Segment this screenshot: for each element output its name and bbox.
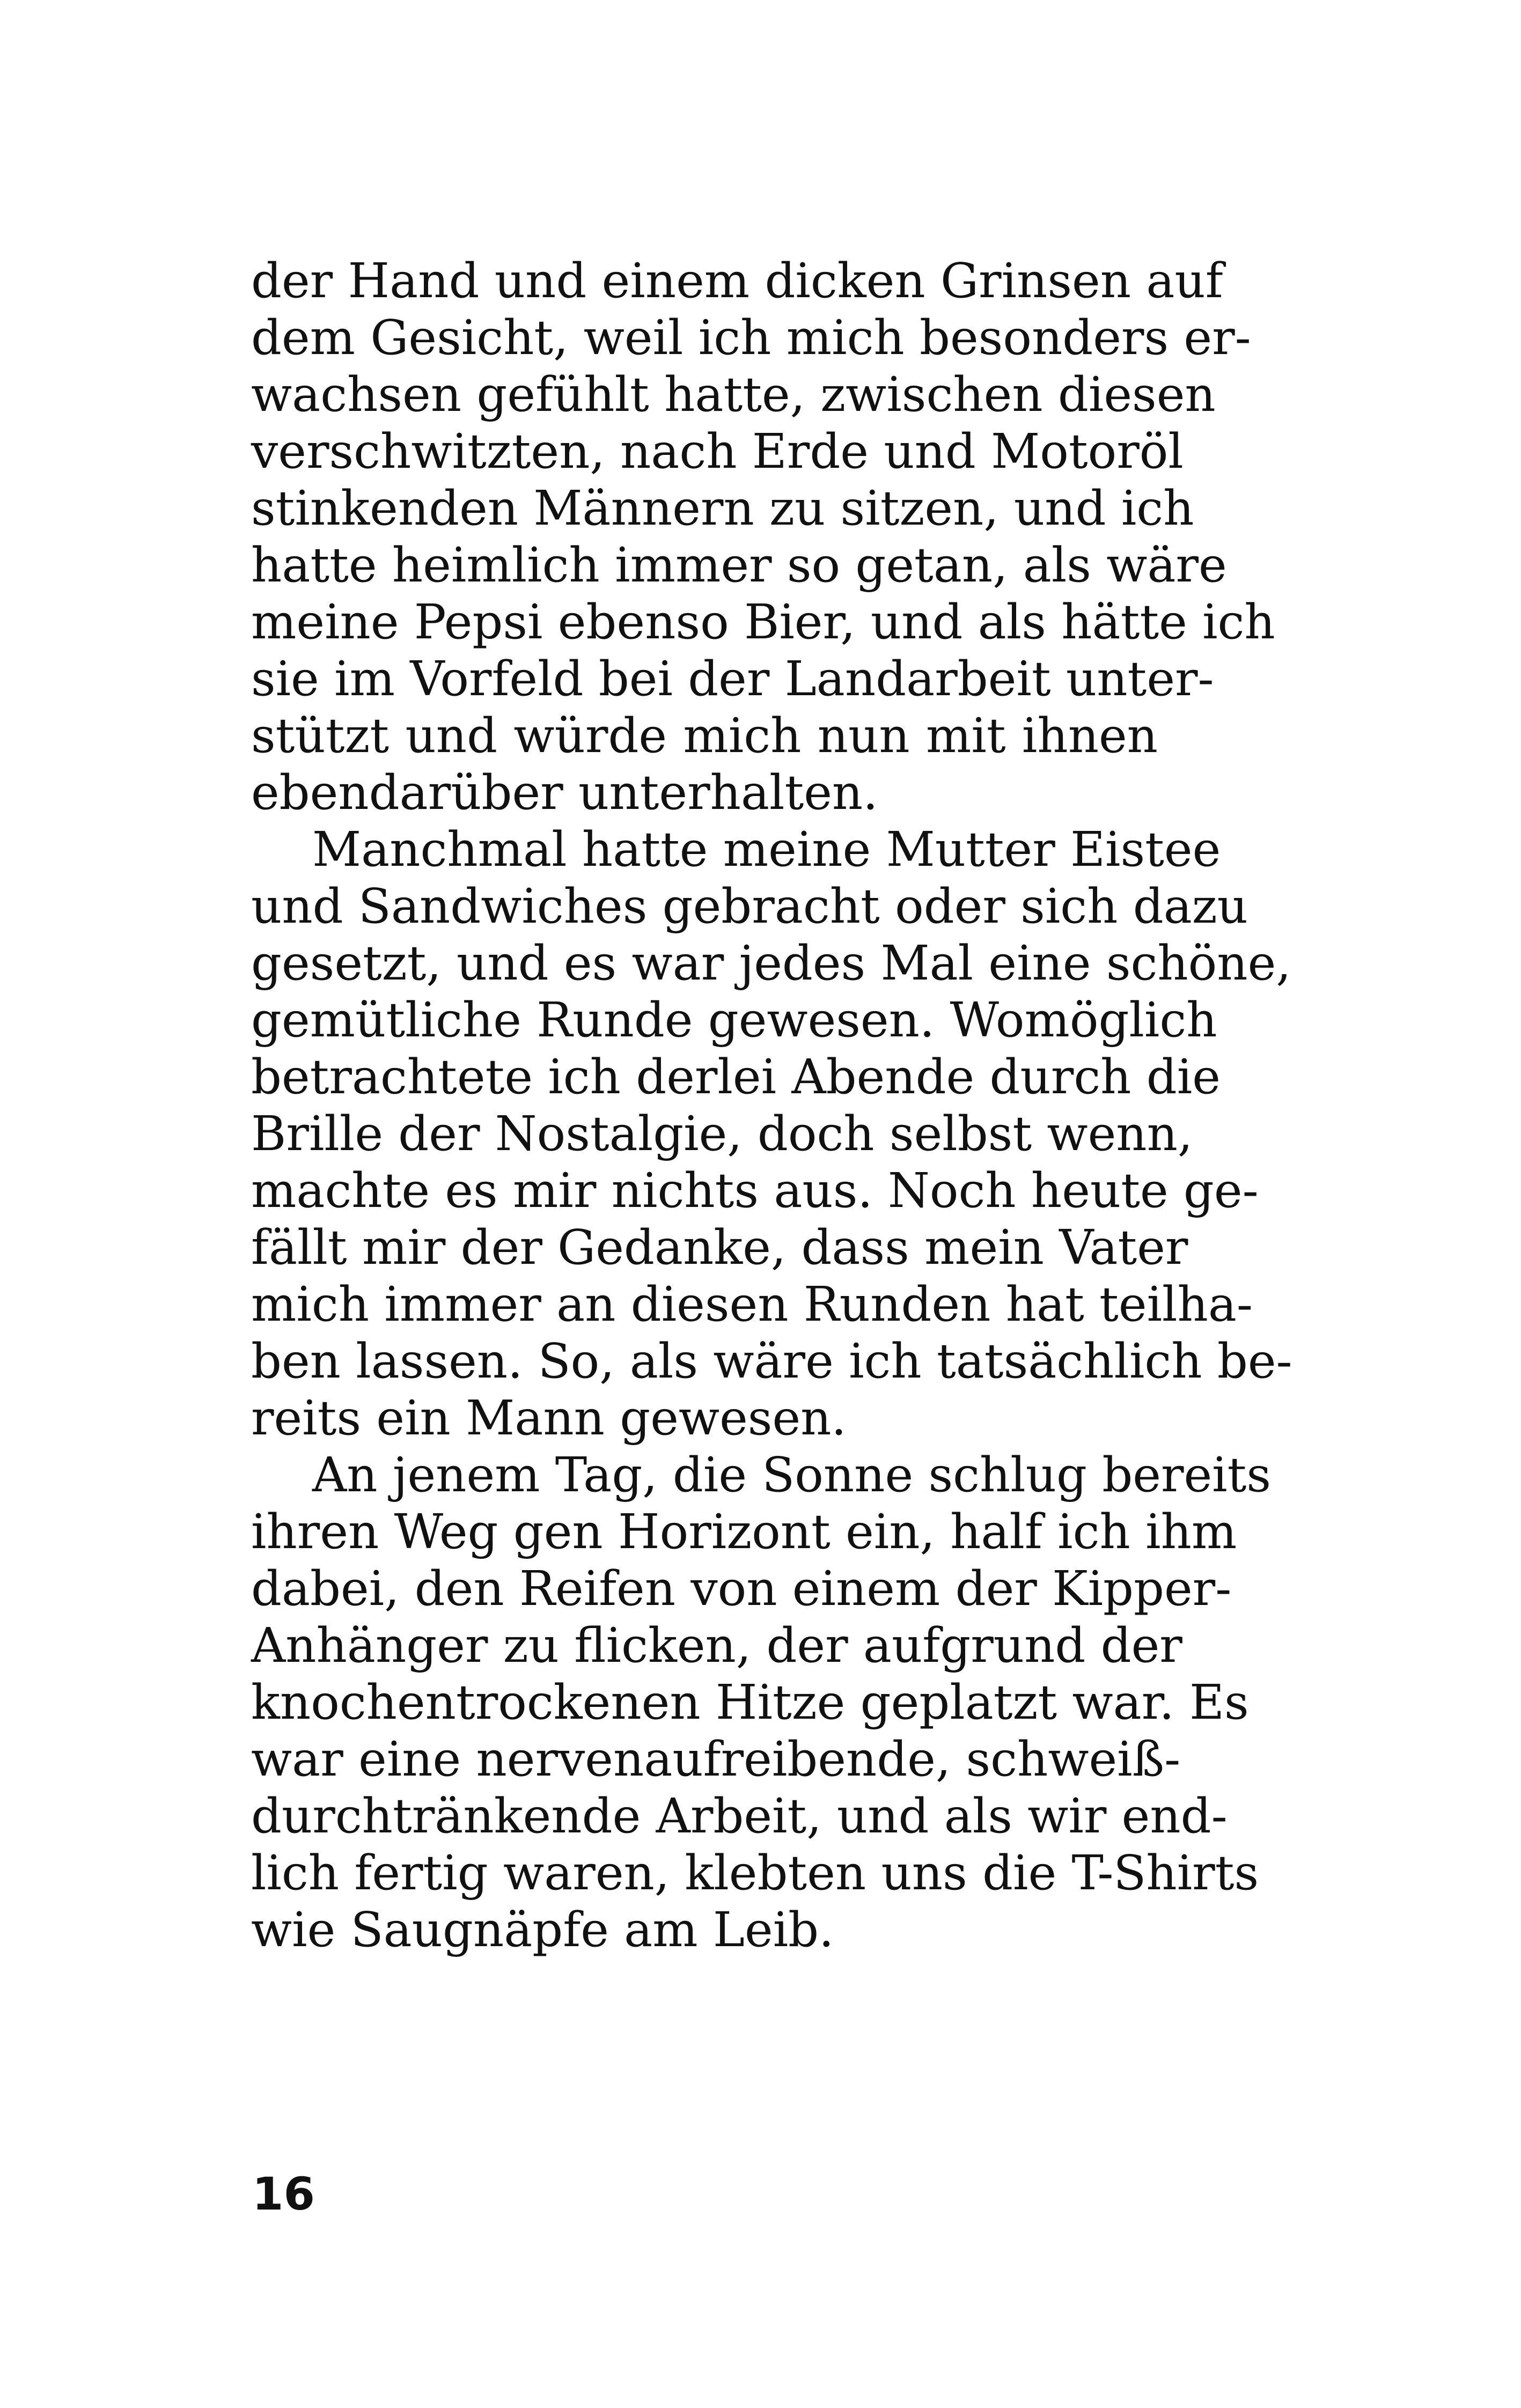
text-line: gesetzt, und es war jedes Mal eine schöne,: [251, 935, 1291, 991]
text-line: machte es mir nichts aus. Noch heute ge-: [251, 1162, 1259, 1218]
body-text: [251, 252, 1292, 1958]
paragraph: [251, 1446, 1272, 1958]
paragraph: [251, 252, 1275, 821]
text-line: gemütliche Runde gewesen. Womöglich: [251, 992, 1217, 1048]
text-line: dem Gesicht, weil ich mich besonders er-: [251, 310, 1251, 365]
text-line: mich immer an diesen Runden hat teilha-: [251, 1276, 1253, 1332]
text-line: verschwitzten, nach Erde und Motoröl: [251, 423, 1184, 479]
text-line: Anhänger zu flicken, der aufgrund der: [251, 1617, 1182, 1673]
text-line: durchtränkende Arbeit, und als wir end-: [251, 1788, 1228, 1844]
text-line: und Sandwiches gebracht oder sich dazu: [251, 878, 1248, 934]
text-line: stützt und würde mich nun mit ihnen: [251, 708, 1158, 763]
text-line: Manchmal hatte meine Mutter Eistee: [312, 821, 1221, 877]
text-line: reits ein Mann gewesen.: [251, 1390, 847, 1446]
text-line: ben lassen. So, als wäre ich tatsächlich be-: [251, 1333, 1292, 1389]
text-line: sie im Vorfeld bei der Landarbeit unter-: [251, 651, 1214, 706]
text-line: der Hand und einem dicken Grinsen auf: [251, 253, 1223, 308]
text-line: betrachtete ich derlei Abende durch die: [251, 1049, 1221, 1104]
text-line: knochentrockenen Hitze geplatzt war. Es: [251, 1674, 1249, 1730]
text-line: fällt mir der Gedanke, dass mein Vater: [251, 1219, 1188, 1275]
text-line: lich fertig waren, klebten uns die T-Shirts: [251, 1845, 1259, 1901]
page-number: 16: [252, 2168, 315, 2220]
text-line: dabei, den Reifen von einem der Kipper-: [251, 1560, 1232, 1616]
paragraph: [251, 821, 1292, 1446]
text-line: Brille der Nostalgie, doch selbst wenn,: [251, 1106, 1193, 1161]
text-line: ihren Weg gen Horizont ein, half ich ihm: [251, 1504, 1237, 1559]
text-line: wie Saugnäpfe am Leib.: [251, 1902, 834, 1957]
text-line: An jenem Tag, die Sonne schlug bereits: [312, 1447, 1272, 1503]
text-line: stinkenden Männern zu sitzen, und ich: [251, 480, 1194, 536]
text-line: war eine nervenaufreibende, schweiß-: [251, 1731, 1181, 1787]
text-line: ebendarüber unterhalten.: [251, 764, 878, 820]
text-line: meine Pepsi ebenso Bier, und als hätte ich: [251, 594, 1275, 650]
text-line: wachsen gefühlt hatte, zwischen diesen: [251, 366, 1216, 422]
text-line: hatte heimlich immer so getan, als wäre: [251, 537, 1227, 593]
